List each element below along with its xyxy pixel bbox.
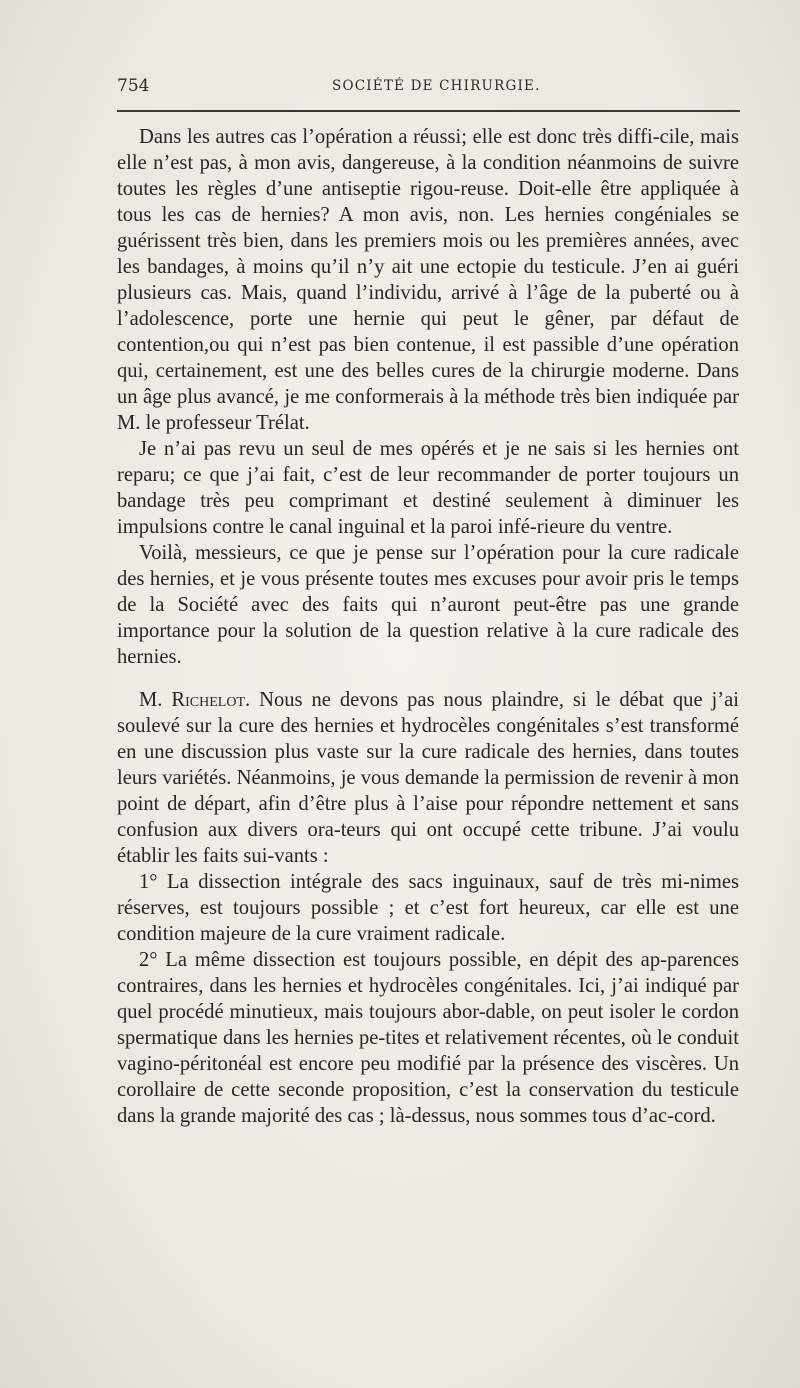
body-text bbox=[117, 124, 739, 1129]
paragraph-6: 2° La même dissection est toujours possible, en dépit des ap-parences contraires, dans les hernies et hydrocèles congénitales. Ici, j’ai indiqué par quel procédé minutieux, mais toujours abor-dable, on peut isoler le cordon spermatique dans les hernies pe-tites et relativement récentes, où le conduit vagino-péritonéal est encore peu modifié par la présence des viscères. Un corollaire de cette seconde proposition, c’est la conservation du testicule dans la grande majorité des cas ; là-dessus, nous sommes tous d’ac-cord. bbox=[117, 949, 739, 1127]
header-rule bbox=[117, 110, 740, 112]
paragraph-4 bbox=[117, 687, 739, 869]
running-head: SOCIÉTÉ DE CHIRURGIE. bbox=[332, 78, 541, 94]
paragraph-1: Dans les autres cas l’opération a réussi; elle est donc très diffi-cile, mais elle n’est pas, à mon avis, dangereuse, à la condition néanmoins de suivre toutes les règles d’une antiseptie rigou-reuse. Doit-elle être appliquée à tous les cas de hernies? A mon avis, non. Les hernies congéniales se guérissent très bien, dans les premiers mois ou les premières années, avec les bandages, à moins qu’il n’y ait une ectopie du testicule. J’en ai guéri plusieurs cas. Mais, quand l’individu, arrivé à l’âge de la puberté ou à l’adolescence, porte une hernie qui peut le gêner, par défaut de contention,ou qui n’est pas bien contenue, il est passible d’une opération qui, certainement, est une des belles cures de la chirurgie moderne. Dans un âge plus avancé, je me conformerais à la méthode très bien indiquée par M. le professeur Trélat. bbox=[117, 126, 739, 434]
page-header bbox=[117, 74, 739, 102]
page-number: 754 bbox=[117, 76, 150, 96]
paragraph-5: 1° La dissection intégrale des sacs inguinaux, sauf de très mi-nimes réserves, est toujours possible ; et c’est fort heureux, car elle est une condition majeure de la cure vraiment radicale. bbox=[117, 871, 739, 945]
speaker-name: M. Richelot. bbox=[139, 689, 251, 711]
paragraph-2: Je n’ai pas revu un seul de mes opérés et je ne sais si les hernies ont reparu; ce que j’ai fait, c’est de leur recommander de porter toujours un bandage très peu comprimant et destiné seulement à diminuer les impulsions contre le canal inguinal et la paroi infé-rieure du ventre. bbox=[117, 438, 739, 538]
paragraph-3: Voilà, messieurs, ce que je pense sur l’opération pour la cure radicale des hernies, et je vous présente toutes mes excuses pour avoir pris le temps de la Société avec des faits qui n’auront peut-être pas une grande importance pour la solution de la question relative à la cure radicale des hernies. bbox=[117, 542, 739, 668]
paragraph-4-text: Nous ne devons pas nous plaindre, si le débat que j’ai soulevé sur la cure des hernies et hydrocèles congénitales s’est transformé en une discussion plus vaste sur la cure radicale des hernies, dans toutes leurs variétés. Néanmoins, je vous demande la permission de revenir à mon point de départ, afin d’être plus à l’aise pour répondre nettement et sans confusion aux divers ora-teurs qui ont occupé cette tribune. J’ai voulu établir les faits sui-vants : bbox=[117, 689, 739, 867]
